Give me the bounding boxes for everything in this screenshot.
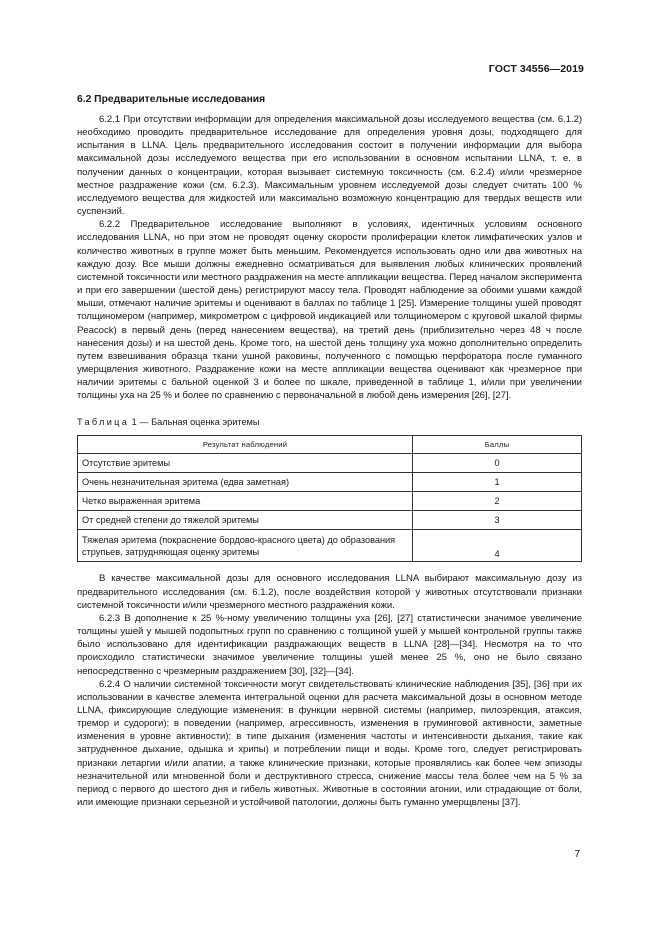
- table-cell-observation: Очень незначительная эритема (едва заметная): [78, 473, 413, 492]
- paragraph-max-dose: В качестве максимальной дозы для основного исследования LLNA выбирают максимальную дозу из предварительного исследования (см. 6.1.2), после воздействия которой у животных отсутствовали признаки системной токсичности и/или чрезмерного местного раздражения кожи.: [77, 573, 582, 611]
- table-cell-observation: Четко выраженная эритема: [78, 492, 413, 511]
- table-header-row: [78, 436, 582, 454]
- table-row: [78, 454, 582, 473]
- table-cell-score: 4: [413, 530, 582, 562]
- table-caption-text: 1 — Бальная оценка эритемы: [129, 417, 260, 428]
- page-number: 7: [574, 849, 580, 860]
- page-content: [77, 93, 582, 809]
- table-cell-observation: Отсутствие эритемы: [78, 454, 413, 473]
- table-cell-observation: От средней степени до тяжелой эритемы: [78, 511, 413, 530]
- paragraph-6-2-1: 6.2.1 При отсутствии информации для определения максимальной дозы исследуемого вещества (см. 6.1.2) необходимо проводить предварительное исследование для определения уровня дозы, подходящего для испытания в LLNA. Цель предварительного исследования состоит в получении информации для выбора максимальной дозы исследуемого вещества при его использовании в основном испытании LLNA, т. е. в получении данных о концентрации, которая вызывает системную токсичность (см. 6.2.4) и/или чрезмерное местное раздражение кожи (см. 6.2.3). Максимальным уровнем исследуемой дозы следует считать 100 % исследуемого вещества для жидкостей или максимально возможную концентрацию для твердых веществ или суспензий.: [77, 114, 582, 218]
- table-row: [78, 511, 582, 530]
- document-code: ГОСТ 34556—2019: [488, 63, 584, 75]
- table-row: [78, 530, 582, 562]
- table-cell-score: 2: [413, 492, 582, 511]
- table-cell-score: 3: [413, 511, 582, 530]
- table-cell-score: 0: [413, 454, 582, 473]
- paragraph-6-2-2: 6.2.2 Предварительное исследование выполняют в условиях, идентичных условиям основного исследования LLNA, но при этом не проводят оценку скорости пролиферации клеток лимфатических узлов и количество животных в группе может быть меньшим. Рекомендуется использовать одно или два животных на каждую дозу. Все мыши должны ежедневно осматриваться для выявления любых клинических проявлений системной токсичности или местного раздражения на месте аппликации вещества. Перед началом эксперимента и при его завершении (шестой день) регистрируют массу тела. Проводят наблюдение за обоими ушами каждой мыши, отмечают наличие эритемы и оценивают в баллах по таблице 1 [25]. Измерение толщины ушей проводят толщиномером (например, микрометром с цифровой индикацией или толщиномером с круговой шкалой фирмы Peacock) в первый день (перед нанесением вещества), на третий день (приблизительно через 48 ч после нанесения дозы) и на шестой день. Кроме того, на шестой день толщину уха можно дополнительно определить путем взвешивания образца ткани ушной раковины, полученного с помощью перфоратора после гуманного умерщвления животного. Раздражение кожи на месте аппликации вещества оценивают как чрезмерное при наличии эритемы с бальной оценкой 3 и более по шкале, приведенной в таблице 1, и/или при увеличении толщины уха на 25 % и более по сравнению с первоначальной в любой день измерения [26], [27].: [77, 219, 582, 402]
- paragraph-6-2-3: 6.2.3 В дополнение к 25 %-ному увеличению толщины уха [26], [27] статистически значимое увеличение толщины ушей у мышей подопытных групп по сравнению с толщиной ушей у мышей контрольной группы также было использовано для идентификации раздражающих веществ в LLNA [28]—[34]. Несмотря на то что происходило статистически значимое увеличение толщины ушей менее 25 %, оно не было связано непосредственно с чрезмерным раздражением [30], [32]—[34].: [77, 612, 582, 677]
- table-cell-score: 1: [413, 473, 582, 492]
- table-caption-label: Таблица: [77, 417, 130, 428]
- table-header-score: Баллы: [413, 436, 582, 454]
- erythema-score-table: [77, 435, 582, 562]
- table-row: [78, 492, 582, 511]
- table-row: [78, 473, 582, 492]
- table-cell-observation: Тяжелая эритема (покраснение бордово-красного цвета) до образования струпьев, затрудняющая оценку эритемы: [78, 530, 413, 562]
- section-title: 6.2 Предварительные исследования: [77, 94, 266, 105]
- table-caption: [77, 416, 582, 428]
- table-header-observation: Результат наблюдений: [78, 436, 413, 454]
- paragraph-6-2-4: 6.2.4 О наличии системной токсичности могут свидетельствовать клинические наблюдения [35], [36] при их использовании в качестве элемента интегральной оценки для расчета максимальной дозы в основном методе LLNA, фиксирующие следующие изменения: в функции нервной системы (например, пилоэрекция, атаксия, тремор и судороги); в поведении (например, агрессивность, изменения в груминговой активности, заметные изменения в уровне активности); в типе дыхания (изменения частоты и интенсивности дыхания, такие как затрудненное дыхание, одышка и хрипы) и потреблении пищи и воды. Кроме того, следует регистрировать признаки летаргии и/или апатии, а также клинические признаки, которые проявлялись как более чем эпизоды незначительной или мгновенной боли и деструктивного стресса, снижение массы тела более чем на 5 % за период с первого до шестого дня и гибель животных. Животные в состоянии агонии, или страдающие от боли, или имеющие признаки серьезной и устойчивой патологии, должны быть гуманно умерщвлены [37].: [77, 678, 582, 809]
